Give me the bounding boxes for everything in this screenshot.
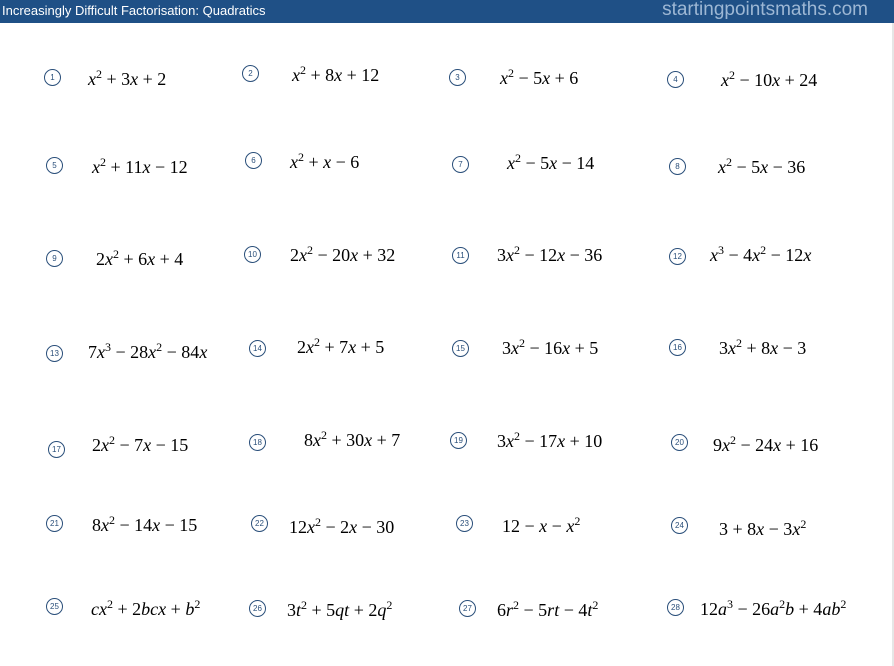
problem-expression: $cx^2 + 2bcx + b^2$: [91, 597, 201, 619]
problem-expression: $3 + 8x - 3x^2$: [719, 517, 807, 539]
problem-expression: $3x^2 - 17x + 10$: [497, 429, 603, 451]
problem-number-badge: 9: [46, 250, 63, 267]
problem-number-badge: 18: [249, 434, 266, 451]
problem-expression: $x^2 - 5x - 36$: [718, 155, 806, 177]
problem-expression: $12 - x - x^2$: [502, 514, 581, 536]
problem-expression: $6r^2 - 5rt - 4t^2$: [497, 598, 599, 620]
problem-expression: $12a^3 - 26a^2b + 4ab^2$: [700, 597, 847, 619]
problem-number-badge: 5: [46, 157, 63, 174]
problem-expression: $x^2 - 5x - 14$: [507, 151, 595, 173]
problem-expression: $x^2 - 10x + 24$: [721, 68, 818, 90]
problem-number-badge: 13: [46, 345, 63, 362]
problem-number-badge: 25: [46, 598, 63, 615]
problem-expression: $2x^2 - 7x - 15$: [92, 433, 189, 455]
problem-number-badge: 10: [244, 246, 261, 263]
problem-expression: $x^2 + 11x - 12$: [92, 155, 188, 177]
problem-number-badge: 24: [671, 517, 688, 534]
problem-expression: $9x^2 - 24x + 16$: [713, 433, 819, 455]
problem-expression: $3x^2 - 16x + 5$: [502, 336, 599, 358]
problem-number-badge: 26: [249, 600, 266, 617]
problem-number-badge: 19: [450, 432, 467, 449]
problem-expression: $2x^2 - 20x + 32$: [290, 243, 396, 265]
problem-number-badge: 17: [48, 441, 65, 458]
problem-expression: $x^3 - 4x^2 - 12x$: [710, 243, 812, 265]
problem-number-badge: 6: [245, 152, 262, 169]
problem-expression: $12x^2 - 2x - 30$: [289, 515, 395, 537]
problem-number-badge: 12: [669, 248, 686, 265]
problem-expression: $8x^2 - 14x - 15$: [92, 513, 198, 535]
problem-expression: $x^2 + 8x + 12$: [292, 63, 380, 85]
problem-number-badge: 7: [452, 156, 469, 173]
problem-expression: $8x^2 + 30x + 7$: [304, 428, 401, 450]
problem-number-badge: 1: [44, 69, 61, 86]
header-bar: [0, 0, 894, 23]
problem-number-badge: 23: [456, 515, 473, 532]
problem-expression: $2x^2 + 7x + 5$: [297, 335, 385, 357]
problem-expression: $2x^2 + 6x + 4$: [96, 247, 184, 269]
problem-number-badge: 15: [452, 340, 469, 357]
problem-number-badge: 11: [452, 247, 469, 264]
problem-number-badge: 22: [251, 515, 268, 532]
problem-expression: $x^2 + x - 6$: [290, 150, 360, 172]
problem-expression: $3x^2 + 8x - 3$: [719, 336, 807, 358]
problem-number-badge: 27: [459, 600, 476, 617]
problem-number-badge: 21: [46, 515, 63, 532]
problem-number-badge: 20: [671, 434, 688, 451]
problem-expression: $7x^3 - 28x^2 - 84x$: [88, 340, 208, 362]
problem-number-badge: 3: [449, 69, 466, 86]
problem-expression: $3t^2 + 5qt + 2q^2$: [287, 598, 393, 620]
problem-number-badge: 14: [249, 340, 266, 357]
problem-expression: $x^2 + 3x + 2$: [88, 67, 167, 89]
site-name: startingpointsmaths.com: [662, 0, 868, 20]
problem-number-badge: 28: [667, 599, 684, 616]
problem-number-badge: 2: [242, 65, 259, 82]
worksheet-title: Increasingly Difficult Factorisation: Quadratics: [2, 3, 266, 18]
problem-expression: $3x^2 - 12x - 36$: [497, 243, 603, 265]
problem-expression: $x^2 - 5x + 6$: [500, 66, 579, 88]
problem-number-badge: 4: [667, 71, 684, 88]
problem-number-badge: 8: [669, 158, 686, 175]
problem-number-badge: 16: [669, 339, 686, 356]
